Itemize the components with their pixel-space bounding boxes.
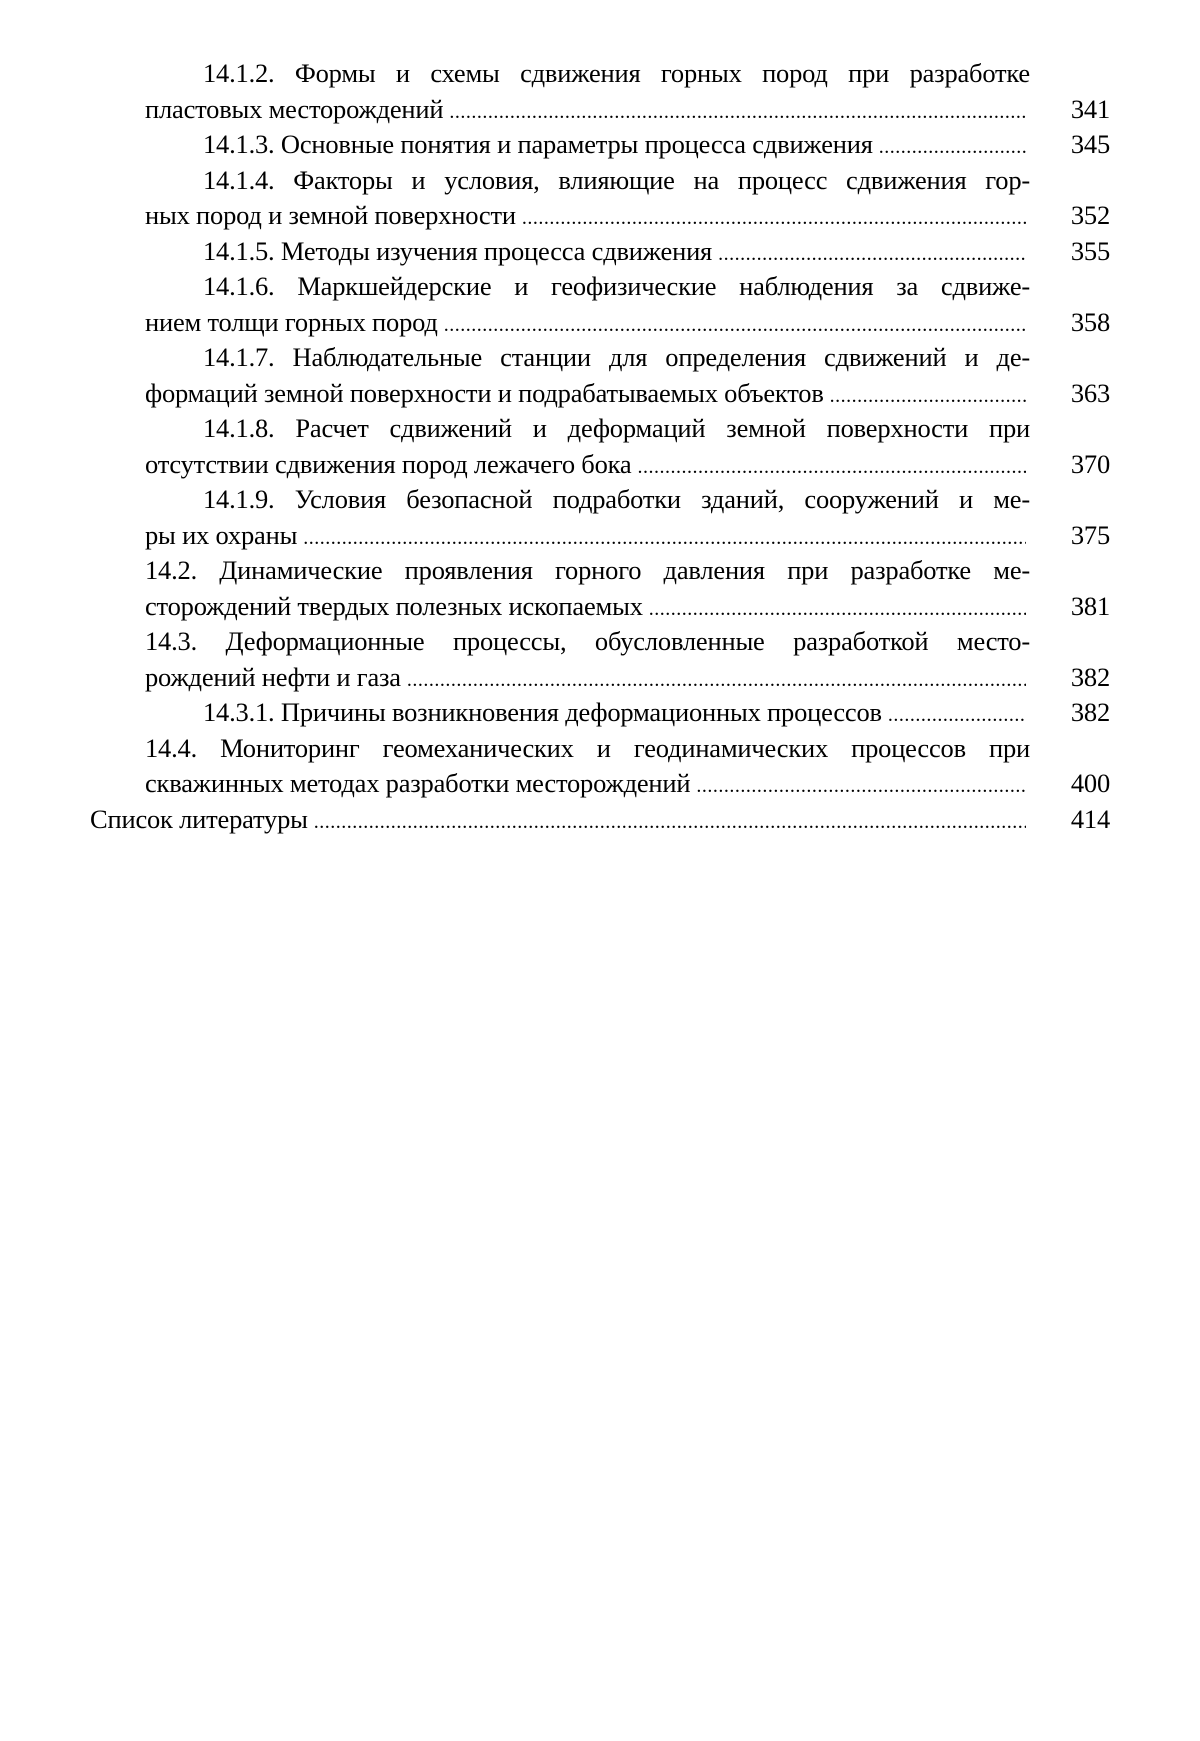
dot-leader [888,698,1026,734]
toc-page-number: 375 [1070,519,1110,550]
toc-entry-text: 14.1.5. Методы изучения процесса сдвижения [203,235,713,266]
toc-entry [0,624,1200,695]
toc-entry-last-line [145,447,1030,483]
dot-leader [696,769,1026,805]
toc-page-number: 414 [1070,803,1110,834]
toc-entry-line [203,411,1030,447]
toc-entry-text: ры их охраны [145,519,298,550]
toc-entry-last-line [90,802,1030,838]
dot-leader [718,237,1026,273]
toc-page-number: 382 [1070,697,1110,727]
toc-entry-last-line [203,695,1030,731]
toc-page-number: 382 [1070,661,1110,692]
toc-entry [0,695,1200,731]
toc-entry [0,269,1200,340]
toc-entry-text: пластовых месторождений [145,93,444,124]
toc-entry [0,163,1200,234]
toc-entry-text: 14.2. Динамические проявления горного давления при разработке ме- [145,555,1030,585]
toc-entry-text: 14.1.6. Маркшейдерские и геофизические наблюдения за сдвиже- [203,271,1030,301]
toc-entry-text: 14.1.8. Расчет сдвижений и деформаций земной поверхности при [203,413,1030,443]
toc-entry-text: сторождений твердых полезных ископаемых [145,590,643,621]
toc-entry-last-line [145,660,1030,696]
toc-page-number: 358 [1070,306,1110,337]
dot-leader [649,592,1026,628]
dot-leader [444,308,1026,344]
dot-leader [830,379,1026,415]
toc-entry-last-line [145,305,1030,341]
toc-page-number: 370 [1070,448,1110,479]
toc-page-number: 341 [1070,93,1110,124]
toc-entry-text: 14.1.3. Основные понятия и параметры процесса сдвижения [203,129,873,159]
toc-entry-line [145,731,1030,767]
dot-leader [522,201,1026,237]
toc-entry-text: 14.4. Мониторинг геомеханических и геодинамических процессов при [145,732,1030,763]
toc-entry [0,553,1200,624]
dot-leader [407,663,1026,699]
dot-leader [879,130,1026,166]
toc-entry-line [203,340,1030,376]
toc-entry-text: ных пород и земной поверхности [145,200,516,230]
toc-entry-last-line [203,234,1030,270]
toc-entry-last-line [145,766,1030,802]
toc-entry-text: рождений нефти и газа [145,661,401,692]
toc-entry-text: Список литературы [90,803,308,834]
toc-page-number: 381 [1070,590,1110,621]
toc-entry-last-line [145,198,1030,234]
toc-entry-line [203,56,1030,92]
toc-entry [0,411,1200,482]
toc-entry [0,56,1200,127]
toc-entry-line [145,624,1030,660]
toc-page-number: 345 [1070,129,1110,159]
toc-entry [0,731,1200,802]
dot-leader [303,521,1026,557]
toc-entry-text: 14.3. Деформационные процессы, обусловленные разработкой место- [145,626,1030,656]
toc-entry [0,482,1200,553]
toc-entry [0,234,1200,270]
toc-entry-last-line [203,127,1030,163]
toc-entry [0,802,1200,838]
toc-entry-last-line [145,518,1030,554]
toc-page-number: 363 [1070,377,1110,408]
toc-entry-text: 14.1.2. Формы и схемы сдвижения горных пород при разработке [203,58,1030,88]
dot-leader [637,450,1026,486]
toc-page-number: 400 [1070,768,1110,798]
toc-entry [0,340,1200,411]
toc-entry-text: 14.1.9. Условия безопасной подработки зданий, сооружений и ме- [203,484,1030,514]
toc-entry-text: 14.3.1. Причины возникновения деформационных процессов [203,697,882,727]
toc-entry-line [203,163,1030,199]
toc-entry-text: формаций земной поверхности и подрабатываемых объектов [145,377,824,408]
toc-entry-last-line [145,376,1030,412]
toc-entry-line [203,482,1030,518]
toc-entry-text: 14.1.7. Наблюдательные станции для определения сдвижений и де- [203,342,1030,372]
toc-entry-line [203,269,1030,305]
toc-entry-text: отсутствии сдвижения пород лежачего бока [145,448,632,479]
toc-entry-last-line [145,589,1030,625]
toc-entry-line [145,553,1030,589]
table-of-contents [0,56,1200,837]
toc-entry-last-line [145,92,1030,128]
toc-entry [0,127,1200,163]
dot-leader [314,805,1026,841]
toc-entry-text: скважинных методах разработки месторождений [145,768,691,798]
toc-entry-text: 14.1.4. Факторы и условия, влияющие на процесс сдвижения гор- [203,164,1030,195]
toc-page-number: 352 [1070,200,1110,230]
toc-page-number: 355 [1070,235,1110,266]
dot-leader [449,95,1026,131]
toc-entry-text: нием толщи горных пород [145,306,438,337]
